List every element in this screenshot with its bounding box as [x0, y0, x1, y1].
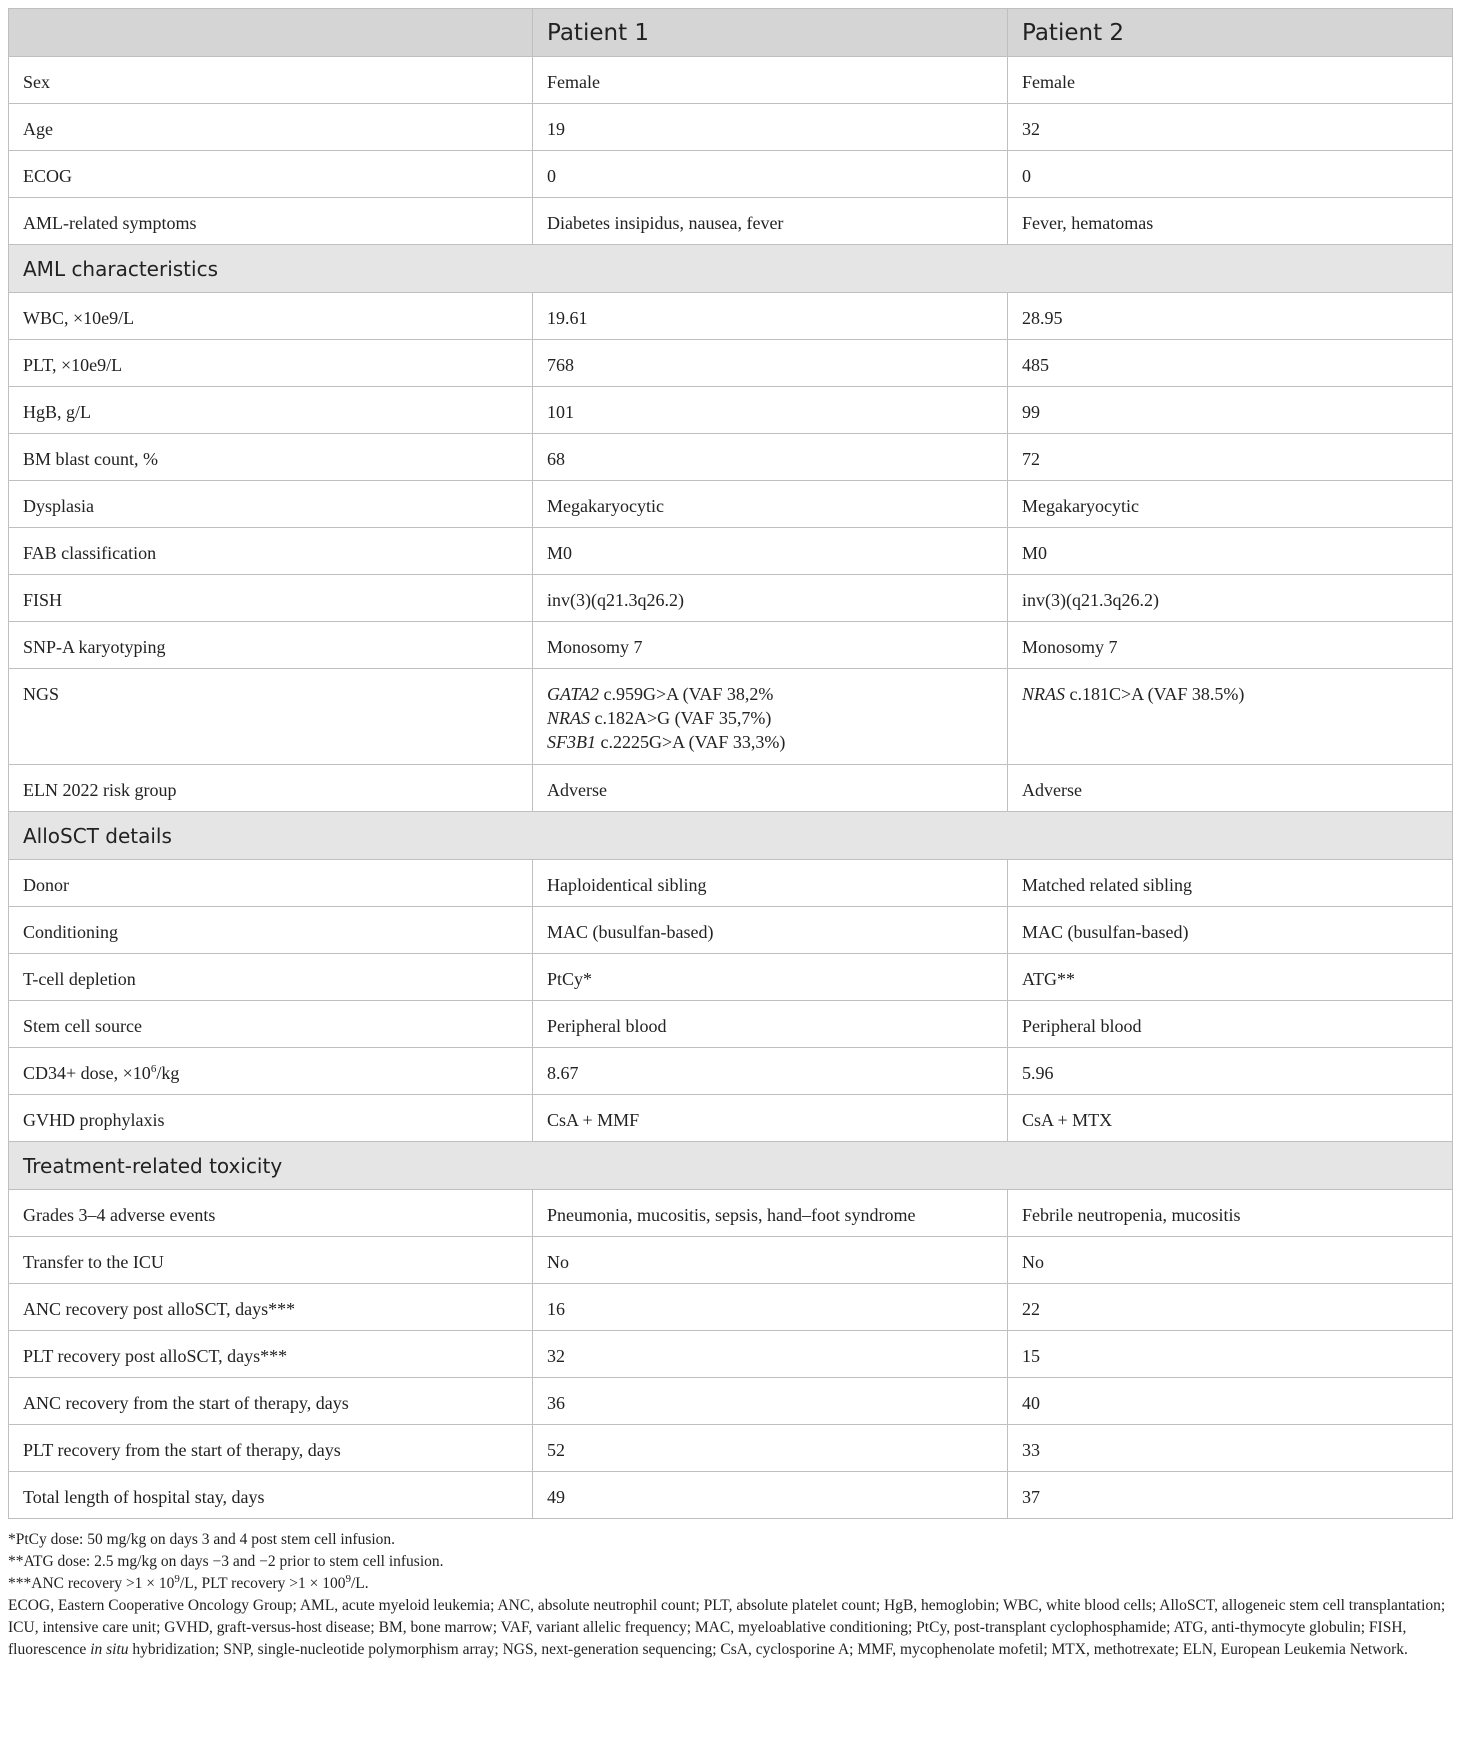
aml-patient-1: inv(3)(q21.3q26.2) — [533, 575, 1008, 622]
table-row — [9, 622, 1453, 669]
cd34-label-part: CD34+ dose, ×10 — [23, 1063, 151, 1083]
tox-label: Grades 3–4 adverse events — [9, 1190, 533, 1237]
table-row — [9, 434, 1453, 481]
tox-patient-2: Febrile neutropenia, mucositis — [1008, 1190, 1453, 1237]
tox-patient-2: 22 — [1008, 1284, 1453, 1331]
eln-patient-1: Adverse — [533, 765, 1008, 812]
header-empty — [9, 9, 533, 57]
abbreviations-italic: in situ — [90, 1641, 129, 1658]
tox-label: ANC recovery post alloSCT, days*** — [9, 1284, 533, 1331]
tox-patient-2: 15 — [1008, 1331, 1453, 1378]
footnote-atg: **ATG dose: 2.5 mg/kg on days −3 and −2 prior to stem cell infusion. — [8, 1553, 444, 1570]
table-row — [9, 1378, 1453, 1425]
gvhd-patient-2: CsA + MTX — [1008, 1095, 1453, 1142]
general-patient-1: 0 — [533, 151, 1008, 198]
allo-label: T-cell depletion — [9, 954, 533, 1001]
general-label: AML-related symptoms — [9, 198, 533, 245]
gene-name: SF3B1 — [547, 732, 596, 752]
aml-patient-1: Megakaryocytic — [533, 481, 1008, 528]
general-patient-1: Diabetes insipidus, nausea, fever — [533, 198, 1008, 245]
table-row — [9, 387, 1453, 434]
aml-patient-1: M0 — [533, 528, 1008, 575]
aml-patient-2: M0 — [1008, 528, 1453, 575]
table-row — [9, 907, 1453, 954]
allo-label: Stem cell source — [9, 1001, 533, 1048]
section-title: AML characteristics — [9, 245, 1453, 293]
tox-patient-1: 49 — [533, 1472, 1008, 1519]
general-patient-1: Female — [533, 57, 1008, 104]
header-patient-2: Patient 2 — [1008, 9, 1453, 57]
table-row-ngs — [9, 669, 1453, 765]
table-row — [9, 293, 1453, 340]
aml-patient-2: Monosomy 7 — [1008, 622, 1453, 669]
tox-patient-1: Pneumonia, mucositis, sepsis, hand–foot syndrome — [533, 1190, 1008, 1237]
aml-label: PLT, ×10e9/L — [9, 340, 533, 387]
allo-patient-2: Matched related sibling — [1008, 860, 1453, 907]
aml-patient-2: 485 — [1008, 340, 1453, 387]
table-row — [9, 104, 1453, 151]
table-row — [9, 1472, 1453, 1519]
mutation-detail: c.959G>A (VAF 38,2% — [599, 684, 774, 704]
footnote-sup: 9 — [345, 1572, 351, 1585]
footnote-recovery-part: ***ANC recovery >1 × 10 — [8, 1575, 175, 1592]
aml-patient-2: 28.95 — [1008, 293, 1453, 340]
table-row — [9, 1237, 1453, 1284]
allo-patient-2: ATG** — [1008, 954, 1453, 1001]
aml-label: FAB classification — [9, 528, 533, 575]
aml-patient-2: 99 — [1008, 387, 1453, 434]
general-label: Age — [9, 104, 533, 151]
cd34-label — [9, 1048, 533, 1095]
tox-patient-2: No — [1008, 1237, 1453, 1284]
aml-patient-2: 72 — [1008, 434, 1453, 481]
table-row — [9, 528, 1453, 575]
aml-label: WBC, ×10e9/L — [9, 293, 533, 340]
section-title: Treatment-related toxicity — [9, 1142, 1453, 1190]
aml-label: SNP-A karyotyping — [9, 622, 533, 669]
general-patient-2: Female — [1008, 57, 1453, 104]
allo-patient-1: PtCy* — [533, 954, 1008, 1001]
tox-patient-1: 36 — [533, 1378, 1008, 1425]
tox-label: PLT recovery post alloSCT, days*** — [9, 1331, 533, 1378]
tox-patient-1: No — [533, 1237, 1008, 1284]
table-row — [9, 575, 1453, 622]
mutation-detail: c.2225G>A (VAF 33,3%) — [596, 732, 786, 752]
aml-patient-2: inv(3)(q21.3q26.2) — [1008, 575, 1453, 622]
table-container — [8, 8, 1452, 1661]
aml-patient-1: Monosomy 7 — [533, 622, 1008, 669]
table-row — [9, 151, 1453, 198]
patient-characteristics-table — [8, 8, 1453, 1519]
footnote-recovery-part: /L, PLT recovery >1 × 100 — [179, 1575, 346, 1592]
cd34-patient-2: 5.96 — [1008, 1048, 1453, 1095]
table-row — [9, 1425, 1453, 1472]
footnote-recovery-part: /L. — [351, 1575, 369, 1592]
footnotes — [8, 1529, 1452, 1661]
ngs-label: NGS — [9, 669, 533, 765]
general-patient-2: 32 — [1008, 104, 1453, 151]
allo-patient-1: Peripheral blood — [533, 1001, 1008, 1048]
footnote-ptcy: *PtCy dose: 50 mg/kg on days 3 and 4 post stem cell infusion. — [8, 1531, 396, 1548]
tox-patient-1: 16 — [533, 1284, 1008, 1331]
allo-patient-1: Haploidentical sibling — [533, 860, 1008, 907]
table-row — [9, 860, 1453, 907]
table-row — [9, 1331, 1453, 1378]
gvhd-label: GVHD prophylaxis — [9, 1095, 533, 1142]
tox-patient-1: 52 — [533, 1425, 1008, 1472]
general-patient-2: Fever, hematomas — [1008, 198, 1453, 245]
table-row — [9, 340, 1453, 387]
cd34-patient-1: 8.67 — [533, 1048, 1008, 1095]
mutation-detail: c.181C>A (VAF 38.5%) — [1065, 684, 1245, 704]
aml-label: FISH — [9, 575, 533, 622]
aml-label: Dysplasia — [9, 481, 533, 528]
tox-label: Total length of hospital stay, days — [9, 1472, 533, 1519]
abbreviations-part: ECOG, Eastern Cooperative Oncology Group; AML, acute myeloid leukemia; ANC, absolute neutrophil count; PLT, absolute platelet count; HgB, hemoglobin; WBC, white blood cells; AlloSCT, allogeneic stem cell transplantation; ICU, intensive care unit; GVHD, graft-versus-host disease; BM, bone marrow; VAF, variant allelic frequency; MAC, myeloablative conditioning; PtCy, post-transplant cyclophosphamide; ATG, anti-thymocyte globulin; FISH, fluorescence — [8, 1597, 1446, 1658]
ngs-patient-2 — [1008, 669, 1453, 765]
aml-label: BM blast count, % — [9, 434, 533, 481]
table-row — [9, 1190, 1453, 1237]
eln-label: ELN 2022 risk group — [9, 765, 533, 812]
general-patient-1: 19 — [533, 104, 1008, 151]
table-row — [9, 954, 1453, 1001]
section-title: AlloSCT details — [9, 812, 1453, 860]
ngs-mutation — [547, 730, 993, 754]
aml-patient-1: 68 — [533, 434, 1008, 481]
cd34-label-sup: 6 — [150, 1063, 157, 1075]
allo-patient-2: MAC (busulfan-based) — [1008, 907, 1453, 954]
general-patient-2: 0 — [1008, 151, 1453, 198]
gene-name: GATA2 — [547, 684, 599, 704]
eln-patient-2: Adverse — [1008, 765, 1453, 812]
footnote-recovery — [8, 1573, 1452, 1595]
aml-patient-1: 101 — [533, 387, 1008, 434]
tox-label: PLT recovery from the start of therapy, days — [9, 1425, 533, 1472]
footnote-sup: 9 — [174, 1572, 180, 1585]
gene-name: NRAS — [547, 708, 590, 728]
cd34-label-part: /kg — [156, 1063, 180, 1083]
ngs-patient-1 — [533, 669, 1008, 765]
table-row — [9, 765, 1453, 812]
tox-patient-1: 32 — [533, 1331, 1008, 1378]
aml-patient-2: Megakaryocytic — [1008, 481, 1453, 528]
general-label: ECOG — [9, 151, 533, 198]
section-allosct-details — [9, 812, 1453, 860]
header-row — [9, 9, 1453, 57]
table-row — [9, 481, 1453, 528]
abbreviations — [8, 1595, 1452, 1661]
allo-label: Conditioning — [9, 907, 533, 954]
section-treatment-toxicity — [9, 1142, 1453, 1190]
abbreviations-part: hybridization; SNP, single-nucleotide polymorphism array; NGS, next-generation sequencing; CsA, cyclosporine A; MMF, mycophenolate mofetil; MTX, methotrexate; ELN, European Leukemia Network. — [128, 1641, 1408, 1658]
gene-name: NRAS — [1022, 684, 1065, 704]
ngs-mutation — [547, 682, 993, 706]
table-body — [9, 57, 1453, 1519]
allo-patient-1: MAC (busulfan-based) — [533, 907, 1008, 954]
tox-label: ANC recovery from the start of therapy, days — [9, 1378, 533, 1425]
gvhd-patient-1: CsA + MMF — [533, 1095, 1008, 1142]
aml-label: HgB, g/L — [9, 387, 533, 434]
mutation-detail: c.182A>G (VAF 35,7%) — [590, 708, 772, 728]
table-row — [9, 1284, 1453, 1331]
tox-patient-2: 37 — [1008, 1472, 1453, 1519]
table-row — [9, 1095, 1453, 1142]
table-row — [9, 1001, 1453, 1048]
ngs-mutation — [1022, 682, 1438, 706]
table-row — [9, 198, 1453, 245]
allo-label: Donor — [9, 860, 533, 907]
aml-patient-1: 768 — [533, 340, 1008, 387]
tox-patient-2: 40 — [1008, 1378, 1453, 1425]
table-row — [9, 57, 1453, 104]
aml-patient-1: 19.61 — [533, 293, 1008, 340]
tox-patient-2: 33 — [1008, 1425, 1453, 1472]
header-patient-1: Patient 1 — [533, 9, 1008, 57]
allo-patient-2: Peripheral blood — [1008, 1001, 1453, 1048]
table-row — [9, 1048, 1453, 1095]
ngs-mutation — [547, 706, 993, 730]
tox-label: Transfer to the ICU — [9, 1237, 533, 1284]
general-label: Sex — [9, 57, 533, 104]
section-aml-characteristics — [9, 245, 1453, 293]
